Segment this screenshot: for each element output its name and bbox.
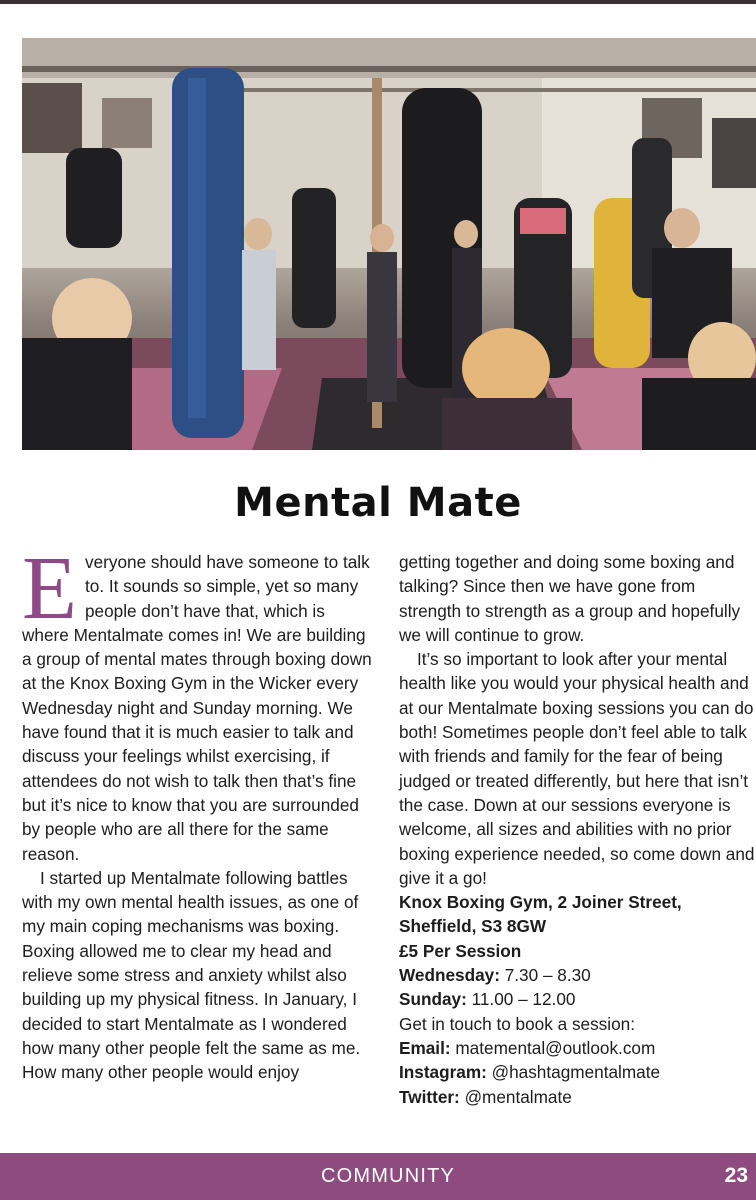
email-value: matemental@outlook.com [450, 1037, 656, 1058]
twitter-label: Twitter: [399, 1086, 460, 1107]
venue-address: Knox Boxing Gym, 2 Joiner Street, Sheffield, S3 8GW [399, 892, 682, 937]
twitter-value: @mentalmate [459, 1086, 572, 1107]
paragraph: I started up Mentalmate following battles with my own mental health issues, as one of my main coping mechanisms was boxing. Boxing allowed me to clear my head and relieve some stress and anxiety whilst also building up my physical fitness. In January, I decided to start Mentalmate as I wondered how many other people felt the same as me. How many other people would enjoy [22, 867, 361, 1083]
wednesday-time: 7.30 – 8.30 [499, 965, 591, 986]
wednesday-schedule [399, 963, 756, 987]
sunday-label: Sunday: [399, 989, 467, 1010]
gym-photo-illustration [22, 38, 756, 450]
top-rule [0, 0, 756, 4]
email-contact [399, 1036, 756, 1060]
sunday-time: 11.00 – 12.00 [466, 989, 576, 1010]
section-label: COMMUNITY [320, 1165, 456, 1187]
email-label: Email: [399, 1037, 451, 1058]
boxing-gym-photo [22, 38, 756, 450]
drop-cap: E [22, 539, 77, 638]
wednesday-label: Wednesday: [399, 965, 500, 986]
intro-paragraph [22, 539, 374, 866]
instagram-contact [399, 1060, 756, 1084]
article-headline: Mental Mate [234, 480, 522, 526]
twitter-contact [399, 1085, 756, 1109]
paragraph: It’s so important to look after your mental health like you would your physical health and at our Mentalmate boxing sessions you can do both! Sometimes people don’t feel able to talk with friends and family for the fear of being judged or treated differently, but here that isn’t the case. Down at our sessions everyone is welcome, all sizes and abilities with no prior boxing experience needed, so come down and give it a go! [399, 649, 755, 888]
article-column-left [22, 539, 374, 1085]
get-in-touch: Get in touch to book a session: [399, 1013, 635, 1034]
instagram-value: @hashtagmentalmate [486, 1062, 661, 1083]
session-price: £5 Per Session [399, 940, 522, 961]
intro-text: veryone should have someone to talk to. It sounds so simple, yet so many people don’t have that, which is where Mentalmate comes in! We are building a group of mental mates through boxing down at the Knox Boxing Gym in the Wicker every Wednesday night and Sunday morning. We have found that it is much easier to talk and discuss your feelings whilst exercising, if attendees do not wish to talk then that’s fine but it’s nice to know that you are surrounded by people who are all there for the same reason. [22, 552, 372, 864]
paragraph: getting together and doing some boxing and talking? Since then we have gone from strength to strength as a group and hopefully we will continue to grow. [399, 552, 741, 645]
footer-bar [0, 1153, 756, 1200]
article-column-right [399, 550, 756, 1109]
sunday-schedule [399, 987, 756, 1011]
page-number: 23 [724, 1164, 748, 1187]
instagram-label: Instagram: [399, 1062, 487, 1083]
